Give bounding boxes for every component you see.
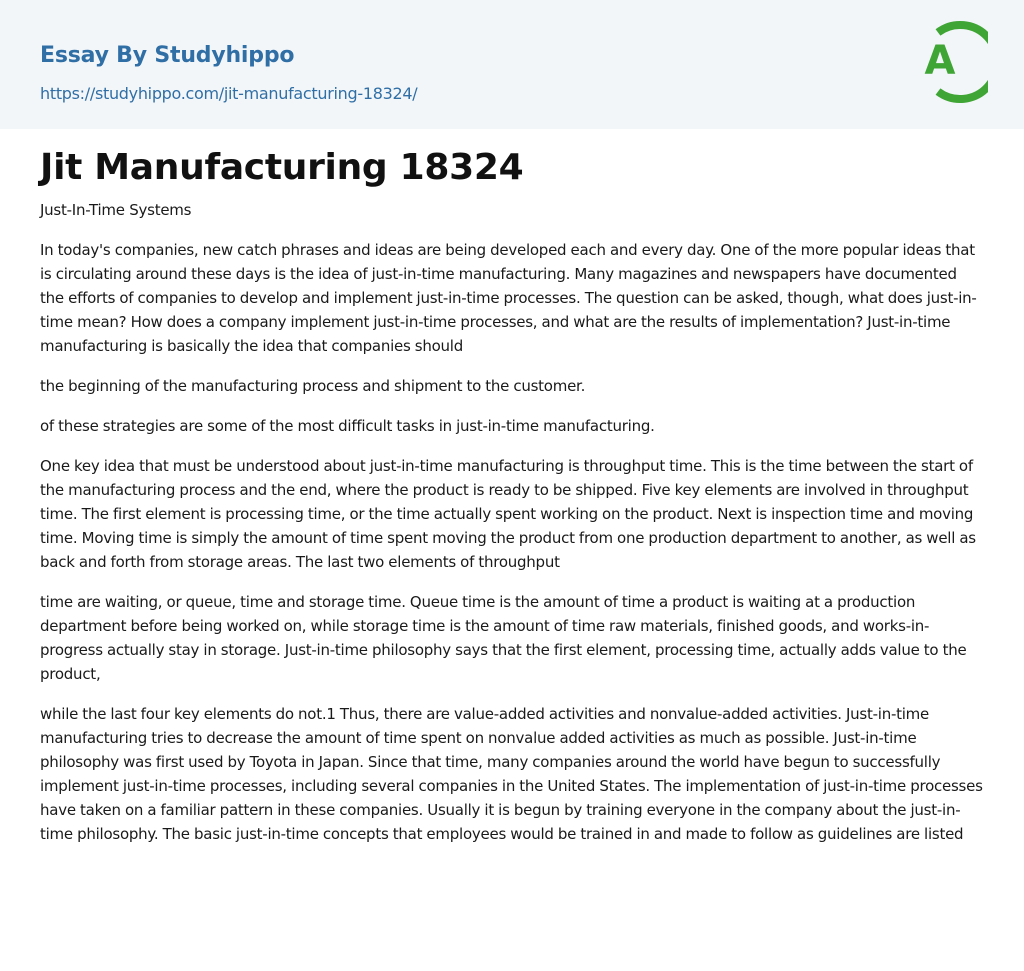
page-title: Jit Manufacturing 18324 [40, 147, 524, 188]
logo-letter: A [924, 38, 956, 84]
article-subtitle: Just-In-Time Systems [40, 201, 192, 219]
article-paragraph-1: In today's companies, new catch phrases and ideas are being developed each and every day. One of the more popular ideas that is circulating around these days is the idea of just-in-time manufacturing. Many magazines and newspapers have documented the efforts of companies to develop and implement just-in-time processes. The question can be asked, though, what does just-in-time mean? How does a company implement just-in-time processes, and what are the results of implementation? Just-in-time manufacturing is basically the idea that companies should [40, 241, 977, 355]
article-paragraph-3: of these strategies are some of the most difficult tasks in just-in-time manufacturing. [40, 417, 655, 435]
article-paragraph-6: while the last four key elements do not.1 Thus, there are value-added activities and nonvalue-added activities. Just-in-time manufacturing tries to decrease the amount of time spent on nonvalue added activities as much as possible. Just-in-time philosophy was first used by Toyota in Japan. Since that time, many companies around the world have begun to successfully implement just-in-time processes, including several companies in the United States. The implementation of just-in-time processes have taken on a familiar pattern in these companies. Usually it is begun by training everyone in the company about the just-in-time philosophy. The basic just-in-time concepts that employees would be trained in and made to follow as guidelines are listed [40, 705, 983, 843]
studyhippo-logo-icon[interactable] [912, 18, 988, 106]
site-header [0, 0, 1024, 129]
article-paragraph-5: time are waiting, or queue, time and storage time. Queue time is the amount of time a product is waiting at a production department before being worked on, while storage time is the amount of time raw materials, finished goods, and works-in-progress actually stay in storage. Just-in-time philosophy says that the first element, processing time, actually adds value to the product, [40, 593, 967, 683]
article-paragraph-2: the beginning of the manufacturing process and shipment to the customer. [40, 377, 586, 395]
article-paragraph-4: One key idea that must be understood about just-in-time manufacturing is throughput time. This is the time between the start of the manufacturing process and the end, where the product is ready to be shipped. Five key elements are involved in throughput time. The first element is processing time, or the time actually spent working on the product. Next is inspection time and moving time. Moving time is simply the amount of time spent moving the product from one production department to another, as well as back and forth from storage areas. The last two elements of throughput [40, 457, 976, 571]
site-title[interactable]: Essay By Studyhippo [40, 43, 295, 68]
essay-url-link[interactable]: https://studyhippo.com/jit-manufacturing-18324/ [40, 84, 418, 103]
